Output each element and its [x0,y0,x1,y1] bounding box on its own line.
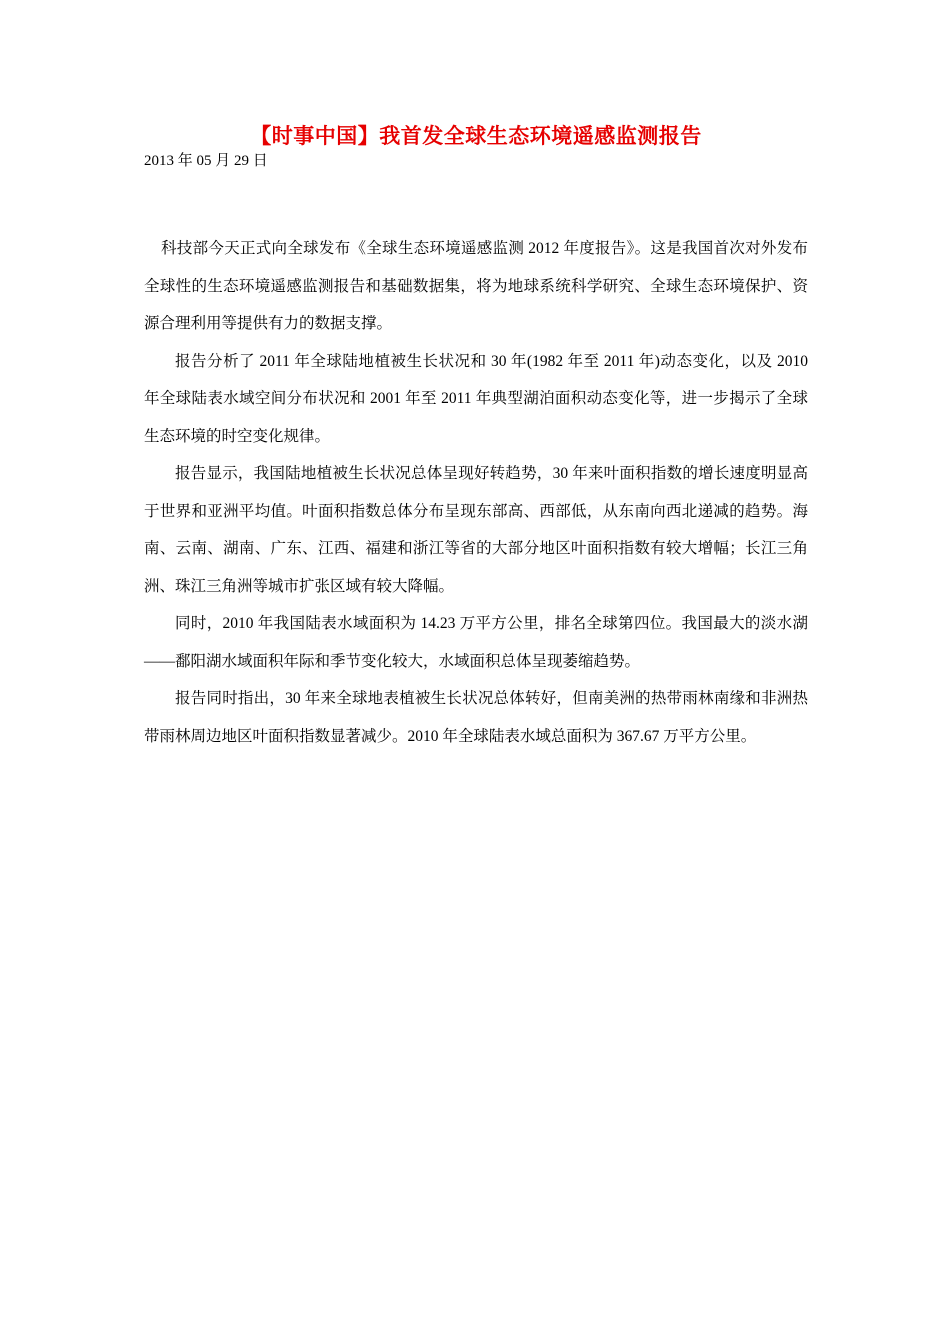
article-title: 【时事中国】我首发全球生态环境遥感监测报告 [250,124,702,148]
paragraph: 同时，2010 年我国陆表水域面积为 14.23 万平方公里，排名全球第四位。我国最大的淡水湖——鄱阳湖水域面积年际和季节变化较大，水域面积总体呈现萎缩趋势。 [144,615,808,670]
paragraph: 报告同时指出，30 年来全球地表植被生长状况总体转好，但南美洲的热带雨林南缘和非洲热带雨林周边地区叶面积指数显著减少。2010 年全球陆表水域总面积为 367.67 万平方公里。 [144,690,808,745]
paragraph: 报告分析了 2011 年全球陆地植被生长状况和 30 年(1982 年至 2011 年)动态变化，以及 2010 年全球陆表水域空间分布状况和 2001 年至 2011 年典型湖泊面积动态变化等，进一步揭示了全球生态环境的时空变化规律。 [144,352,808,445]
paragraph: 报告显示，我国陆地植被生长状况总体呈现好转趋势，30 年来叶面积指数的增长速度明显高于世界和亚洲平均值。叶面积指数总体分布呈现东部高、西部低，从东南向西北递减的趋势。海南、云南、湖南、广东、江西、福建和浙江等省的大部分地区叶面积指数有较大增幅；长江三角洲、珠江三角洲等城市扩张区域有较大降幅。 [144,465,808,595]
paragraph: 科技部今天正式向全球发布《全球生态环境遥感监测 2012 年度报告》。这是我国首次对外发布全球性的生态环境遥感监测报告和基础数据集，将为地球系统科学研究、全球生态环境保护、资源合理利用等提供有力的数据支撑。 [144,240,808,332]
article-body [144,230,808,755]
article-date: 2013 年 05 月 29 日 [144,153,268,169]
